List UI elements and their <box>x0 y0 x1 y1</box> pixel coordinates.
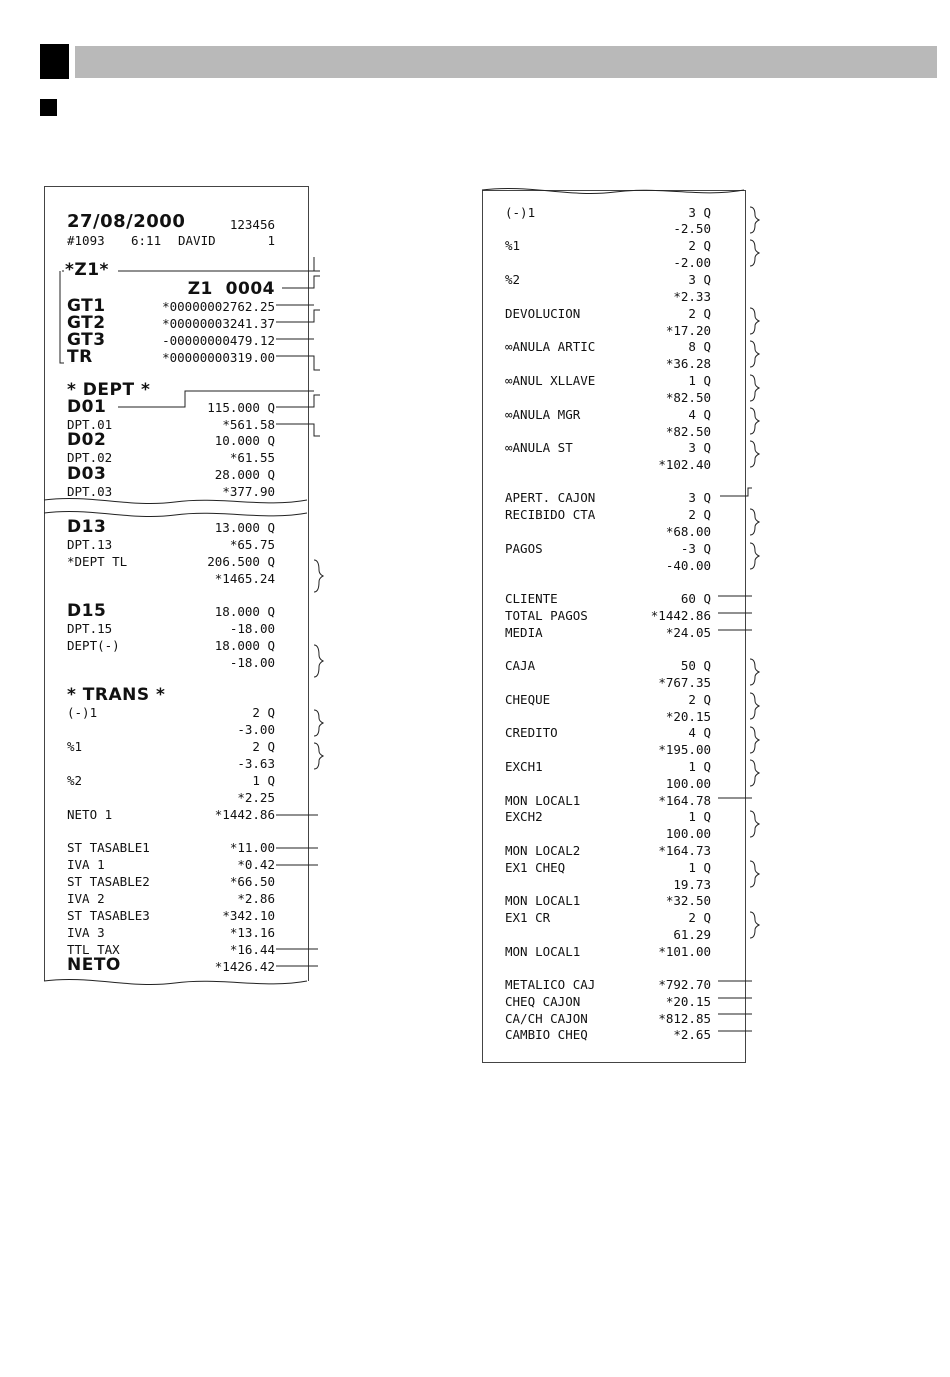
consecutive-number: #1093 <box>67 233 105 248</box>
r-ex1-cr-label: EX1 CR <box>505 910 551 925</box>
r-pagos-label: PAGOS <box>505 541 543 556</box>
machine-number: 123456 <box>229 217 275 232</box>
pct2-amount: *2.25 <box>237 790 275 805</box>
minus1-amount: -3.00 <box>237 722 275 737</box>
dept-total-amount: *1465.24 <box>214 571 275 586</box>
r-mon-local2-amount: *164.73 <box>658 843 711 858</box>
r-devolucion-label: DEVOLUCION <box>505 306 581 321</box>
r-credito-amount: *195.00 <box>658 742 711 757</box>
r-anul-xllave-amount: *82.50 <box>665 390 711 405</box>
z-mode-title: *Z1* <box>65 260 109 280</box>
d13-qty: 13.000 Q <box>214 520 275 535</box>
gt2-label: GT2 <box>67 313 106 333</box>
st3-label: ST TASABLE3 <box>67 908 150 923</box>
r-pagos-qty: -3 Q <box>680 541 711 556</box>
r-mon-local1a-label: MON LOCAL1 <box>505 793 581 808</box>
r-anula-mgr-amount: *82.50 <box>665 424 711 439</box>
iva2-label: IVA 2 <box>67 891 105 906</box>
d13-name: DPT.13 <box>67 537 113 552</box>
tr-label: TR <box>67 347 93 367</box>
r-anula-st-amount: *102.40 <box>658 457 711 472</box>
neto-label: NETO <box>67 955 121 975</box>
r-exch1-amount: 100.00 <box>665 776 711 791</box>
r-mon-local1a-amount: *164.78 <box>658 793 711 808</box>
tr-value: *00000000319.00 <box>162 350 275 365</box>
r-cheq-cajon-amount: *20.15 <box>665 994 711 1009</box>
r-recibido-cta-qty: 2 Q <box>688 507 711 522</box>
dept-total-label: *DEPT TL <box>67 554 128 569</box>
dept-total-qty: 206.500 Q <box>207 554 275 569</box>
r-metalico-caj-amount: *792.70 <box>658 977 711 992</box>
r-ex1-cheq-amount: 19.73 <box>673 877 711 892</box>
r-pct1-amount: -2.00 <box>673 255 711 270</box>
r-anul-xllave-qty: 1 Q <box>688 373 711 388</box>
report-time: 6:11 <box>131 233 162 248</box>
r-media-amount: *24.05 <box>665 625 711 640</box>
r-cheque-qty: 2 Q <box>688 692 711 707</box>
r-anula-artic-amount: *36.28 <box>665 356 711 371</box>
d02-amount: *61.55 <box>229 450 275 465</box>
clerk-number: 1 <box>267 233 275 248</box>
r-cheque-amount: *20.15 <box>665 709 711 724</box>
r-anula-mgr-label: ∞ANULA MGR <box>505 407 581 422</box>
r-ex1-cr-amount: 61.29 <box>673 927 711 942</box>
r-anul-xllave-label: ∞ANUL XLLAVE <box>505 373 596 388</box>
r-caja-amount: *767.35 <box>658 675 711 690</box>
st1-amount: *11.00 <box>229 840 275 855</box>
section-header-bar <box>75 46 937 78</box>
r-credito-label: CREDITO <box>505 725 558 740</box>
ttl-tax-label: TTL TAX <box>67 942 120 957</box>
d15-amount: -18.00 <box>229 621 275 636</box>
d01-name: DPT.01 <box>67 417 113 432</box>
dept-minus-qty: 18.000 Q <box>214 638 275 653</box>
r-apert-cajon-qty: 3 Q <box>688 490 711 505</box>
dept-header: * DEPT * <box>67 380 151 400</box>
r-anula-mgr-qty: 4 Q <box>688 407 711 422</box>
r-mon-local1c-label: MON LOCAL1 <box>505 944 581 959</box>
r-pct2-label: %2 <box>505 272 521 287</box>
neto1-label: NETO 1 <box>67 807 113 822</box>
section-marker <box>40 44 69 79</box>
r-pct1-qty: 2 Q <box>688 238 711 253</box>
r-minus1-amount: -2.50 <box>673 221 711 236</box>
r-exch2-amount: 100.00 <box>665 826 711 841</box>
report-date: 27/08/2000 <box>67 211 186 232</box>
r-mon-local2-label: MON LOCAL2 <box>505 843 581 858</box>
trans-header: * TRANS * <box>67 685 166 705</box>
r-cliente-qty: 60 Q <box>680 591 711 606</box>
gt3-label: GT3 <box>67 330 106 350</box>
dept-minus-label: DEPT(-) <box>67 638 120 653</box>
r-cambio-cheq-label: CAMBIO CHEQ <box>505 1027 588 1042</box>
pct2-label: %2 <box>67 773 83 788</box>
st2-label: ST TASABLE2 <box>67 874 150 889</box>
d02-name: DPT.02 <box>67 450 113 465</box>
r-cach-cajon-label: CA/CH CAJON <box>505 1011 588 1026</box>
d01-code: D01 <box>67 397 107 417</box>
r-recibido-cta-amount: *68.00 <box>665 524 711 539</box>
receipt-left-bottom <box>44 511 309 981</box>
ttl-tax-amount: *16.44 <box>229 942 275 957</box>
r-minus1-qty: 3 Q <box>688 205 711 220</box>
d02-code: D02 <box>67 430 107 450</box>
r-credito-qty: 4 Q <box>688 725 711 740</box>
iva2-amount: *2.86 <box>237 891 275 906</box>
d01-amount: *561.58 <box>222 417 275 432</box>
st1-label: ST TASABLE1 <box>67 840 150 855</box>
d15-name: DPT.15 <box>67 621 113 636</box>
gt2-value: *00000003241.37 <box>162 316 275 331</box>
r-ex1-cr-qty: 2 Q <box>688 910 711 925</box>
r-recibido-cta-label: RECIBIDO CTA <box>505 507 596 522</box>
r-ex1-cheq-label: EX1 CHEQ <box>505 860 566 875</box>
iva1-label: IVA 1 <box>67 857 105 872</box>
neto-amount: *1426.42 <box>214 959 275 974</box>
r-pct1-label: %1 <box>505 238 521 253</box>
clerk-name: DAVID <box>178 233 216 248</box>
r-cach-cajon-amount: *812.85 <box>658 1011 711 1026</box>
dept-minus-amount: -18.00 <box>229 655 275 670</box>
minus1-qty: 2 Q <box>252 705 275 720</box>
r-anula-artic-label: ∞ANULA ARTIC <box>505 339 596 354</box>
r-anula-st-label: ∞ANULA ST <box>505 440 573 455</box>
d02-qty: 10.000 Q <box>214 433 275 448</box>
r-caja-qty: 50 Q <box>680 658 711 673</box>
d03-code: D03 <box>67 464 107 484</box>
minus1-label: (-)1 <box>67 705 98 720</box>
d13-code: D13 <box>67 517 107 537</box>
gt1-value: *00000002762.25 <box>162 299 275 314</box>
r-anula-artic-qty: 8 Q <box>688 339 711 354</box>
r-cambio-cheq-amount: *2.65 <box>673 1027 711 1042</box>
r-pct2-qty: 3 Q <box>688 272 711 287</box>
r-cliente-label: CLIENTE <box>505 591 558 606</box>
r-total-pagos-amount: *1442.86 <box>650 608 711 623</box>
gt1-label: GT1 <box>67 296 106 316</box>
receipt-left-top <box>44 186 309 513</box>
r-exch1-label: EXCH1 <box>505 759 543 774</box>
pct1-amount: -3.63 <box>237 756 275 771</box>
iva3-amount: *13.16 <box>229 925 275 940</box>
st2-amount: *66.50 <box>229 874 275 889</box>
r-ex1-cheq-qty: 1 Q <box>688 860 711 875</box>
receipt-right <box>482 190 746 1063</box>
r-caja-label: CAJA <box>505 658 536 673</box>
iva3-label: IVA 3 <box>67 925 105 940</box>
r-exch2-label: EXCH2 <box>505 809 543 824</box>
r-mon-local1c-amount: *101.00 <box>658 944 711 959</box>
d03-name: DPT.03 <box>67 484 113 499</box>
pct1-qty: 2 Q <box>252 739 275 754</box>
z-counter: Z1 0004 <box>187 279 275 299</box>
r-pagos-amount: -40.00 <box>665 558 711 573</box>
r-metalico-caj-label: METALICO CAJ <box>505 977 596 992</box>
r-exch2-qty: 1 Q <box>688 809 711 824</box>
r-cheque-label: CHEQUE <box>505 692 551 707</box>
r-devolucion-amount: *17.20 <box>665 323 711 338</box>
r-cheq-cajon-label: CHEQ CAJON <box>505 994 581 1009</box>
r-mon-local1b-amount: *32.50 <box>665 893 711 908</box>
r-anula-st-qty: 3 Q <box>688 440 711 455</box>
pct1-label: %1 <box>67 739 83 754</box>
d15-code: D15 <box>67 601 107 621</box>
st3-amount: *342.10 <box>222 908 275 923</box>
r-minus1-label: (-)1 <box>505 205 536 220</box>
r-pct2-amount: *2.33 <box>673 289 711 304</box>
r-total-pagos-label: TOTAL PAGOS <box>505 608 588 623</box>
r-exch1-qty: 1 Q <box>688 759 711 774</box>
d03-amount: *377.90 <box>222 484 275 499</box>
d01-qty: 115.000 Q <box>207 400 275 415</box>
r-devolucion-qty: 2 Q <box>688 306 711 321</box>
d03-qty: 28.000 Q <box>214 467 275 482</box>
neto1-amount: *1442.86 <box>214 807 275 822</box>
r-apert-cajon-label: APERT. CAJON <box>505 490 596 505</box>
d13-amount: *65.75 <box>229 537 275 552</box>
gt3-value: -00000000479.12 <box>162 333 275 348</box>
r-media-label: MEDIA <box>505 625 543 640</box>
d15-qty: 18.000 Q <box>214 604 275 619</box>
subsection-marker <box>40 99 57 116</box>
pct2-qty: 1 Q <box>252 773 275 788</box>
r-mon-local1b-label: MON LOCAL1 <box>505 893 581 908</box>
iva1-amount: *0.42 <box>237 857 275 872</box>
